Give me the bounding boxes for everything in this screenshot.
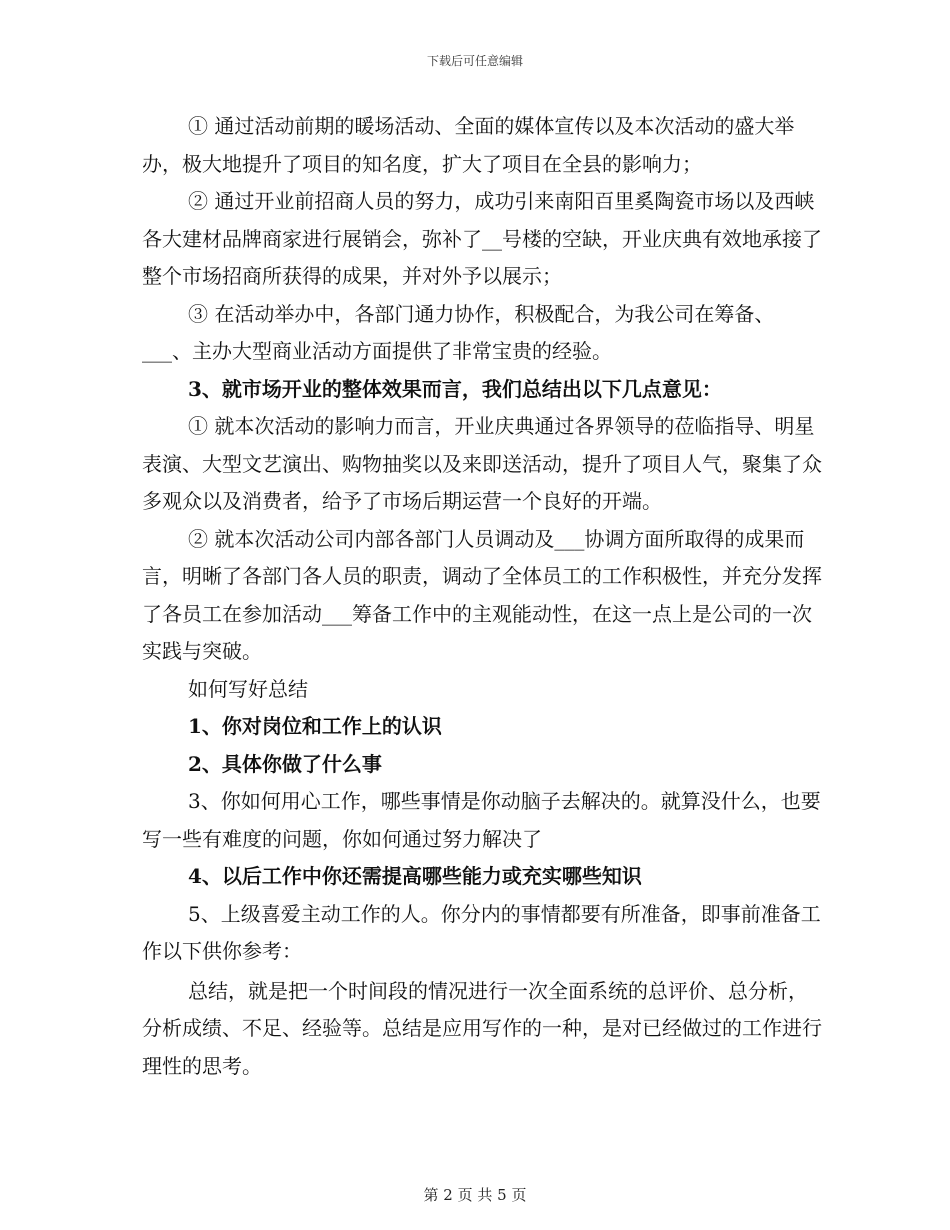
list-item-5: 5、上级喜爱主动工作的人。你分内的事情都要有所准备，即事前准备工作以下供你参考： bbox=[142, 901, 821, 963]
paragraph-summary-definition: 总结，就是把一个时间段的情况进行一次全面系统的总评价、总分析，分析成绩、不足、经验等。总结是应用写作的一种，是对已经做过的工作进行理性的思考。 bbox=[142, 978, 822, 1078]
document-body bbox=[142, 108, 822, 1085]
paragraph-opinion-1: ① 就本次活动的影响力而言，开业庆典通过各界领导的莅临指导、明星表演、大型文艺演出、购物抽奖以及来即送活动，提升了项目人气，聚集了众多观众以及消费者，给予了市场后期运营一个良好的开端。 bbox=[142, 414, 822, 513]
paragraph-impact-1: ① 通过活动前期的暖场活动、全面的媒体宣传以及本次活动的盛大举办，极大地提升了项目的知名度，扩大了项目在全县的影响力； bbox=[142, 114, 795, 176]
list-item-3: 3、你如何用心工作，哪些事情是你动脑子去解决的。就算没什么，也要写一些有难度的问题，你如何通过努力解决了 bbox=[142, 789, 821, 851]
subheading-how-to-write: 如何写好总结 bbox=[188, 676, 308, 701]
section-heading-3: 3、就市场开业的整体效果而言，我们总结出以下几点意见： bbox=[188, 376, 722, 401]
paragraph-opinion-2: ② 就本次活动公司内部各部门人员调动及___协调方面所取得的成果而言，明晰了各部门各人员的职责，调动了全体员工的工作积极性，并充分发挥了各员工在参加活动___筹备工作中的主观能动性，在这一点上是公司的一次实践与突破。 bbox=[142, 526, 822, 663]
paragraph-impact-2: ② 通过开业前招商人员的努力，成功引来南阳百里奚陶瓷市场以及西峡各大建材品牌商家进行展销会，弥补了__号楼的空缺，开业庆典有效地承接了整个市场招商所获得的成果，并对外予以展示； bbox=[142, 189, 822, 288]
page-header: 下载后可任意编辑 bbox=[426, 54, 523, 68]
list-item-1: 1、你对岗位和工作上的认识 bbox=[188, 714, 442, 738]
paragraph-impact-3: ③ 在活动举办中，各部门通力协作，积极配合，为我公司在筹备、___、主办大型商业活动方面提供了非常宝贵的经验。 bbox=[142, 301, 775, 363]
list-item-4: 4、以后工作中你还需提高哪些能力或充实哪些知识 bbox=[188, 864, 642, 888]
list-item-2: 2、具体你做了什么事 bbox=[188, 751, 382, 776]
page-footer: 第 2 页 共 5 页 bbox=[423, 1186, 527, 1204]
